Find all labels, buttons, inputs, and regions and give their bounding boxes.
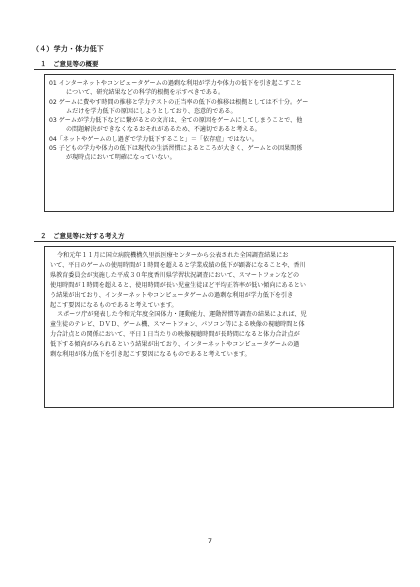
paragraph-line: 低下する傾向がみられるという結果が出ており、インターネットやコンピュータゲームの過 <box>50 341 300 349</box>
opinion-item <box>49 144 389 163</box>
opinions-box <box>44 74 394 212</box>
opinion-item <box>49 79 389 98</box>
response-paragraph <box>50 310 388 360</box>
opinion-line: 05 子どもの学力や体力の低下は現代の生活習慣によるところが大きく、ゲームとの因果関係 <box>49 145 303 153</box>
opinion-line: 03 ゲームが学力低下などに繋がるとの文言は、全ての原因をゲームにしてしまうことで、他 <box>49 117 303 125</box>
opinion-line: ムだけを学力低下の原因にしようとしており、恣意的である。 <box>66 107 237 115</box>
opinion-item <box>49 116 389 135</box>
response-paragraph <box>50 251 388 310</box>
paragraph-line: スポーツ庁が発表した令和元年度全国体力・運動能力、運動習慣等調査の結果によれば、児 <box>57 311 307 319</box>
opinions-heading: １ ご意見等の概要 <box>40 60 99 68</box>
paragraph-line: 童生徒のテレビ、ＤＶＤ、ゲーム機、スマートフォン、パソコン等による映像の視聴時間と体 <box>50 321 305 329</box>
opinion-item <box>49 98 389 117</box>
paragraph-line: 使用時間が１時間を超えると、使用時間が長い児童生徒ほど平均正答率が低い傾向にあるとい <box>50 281 306 289</box>
opinion-line: 02 ゲームに費やす時間の推移と学力テストの正当率の低下の推移は根拠としては不十分。ゲー <box>49 98 309 106</box>
page-number: 7 <box>207 537 213 545</box>
section-heading: （４）学力・体力低下 <box>32 45 104 53</box>
paragraph-line: 力合計点との関係において、平日１日当たりの映像視聴時間が長時間になると体力合計点が <box>50 331 300 339</box>
opinion-line: が現時点において明確になっていない。 <box>66 154 176 162</box>
opinion-line: 01 インターネットやコンピュータゲームの過剰な利用が学力や体力の低下を引き起こすこと <box>49 80 302 87</box>
paragraph-line: 剰な利用が体力低下を引き起こす要因になるものであると考えています。 <box>50 351 251 359</box>
response-heading: ２ ご意見等に対する考え方 <box>40 232 125 240</box>
paragraph-line: いて、平日のゲームの使用時間が１時間を超えると学業成績の低下が顕著になることや、香川 <box>50 261 306 269</box>
opinion-line: について、研究結果などの科学的根拠を示すべきである。 <box>66 89 225 97</box>
opinions-heading-rule <box>34 69 396 70</box>
opinion-line: 04「ネットやゲームのし過ぎで学力低下すること」＝「依存症」ではない。 <box>49 135 258 143</box>
paragraph-line: 令和元年１１月に国立病院機構久里浜医療センターから公表された全国調査結果にお <box>57 252 289 259</box>
paragraph-line: 起こす要因になるものであると考えています。 <box>50 301 178 309</box>
response-box <box>44 246 394 408</box>
response-heading-rule <box>34 241 396 242</box>
opinion-line: の問題解決ができなくなるおそれがあるため、不適切であると考える。 <box>66 126 261 134</box>
paragraph-line: 県教育委員会が実施した平成３０年度香川県学習状況調査において、スマートフォンなどの <box>50 271 300 279</box>
opinion-item <box>49 135 389 144</box>
paragraph-line: う結果が出ており、インターネットやコンピュータゲームの過剰な利用が学力低下を引き <box>50 291 294 299</box>
